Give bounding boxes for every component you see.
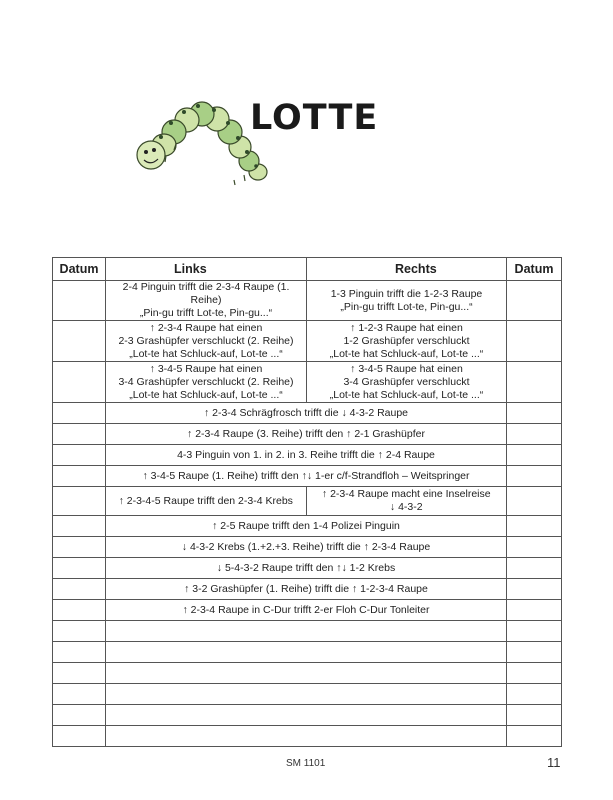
datum-cell[interactable] [53, 600, 106, 621]
datum-cell[interactable] [507, 487, 562, 516]
links-cell [106, 281, 307, 321]
page-number: 11 [547, 755, 561, 770]
table-row [53, 516, 562, 537]
cell-line: ↑ 3-4-5 Raupe hat einen [149, 362, 263, 375]
cell-line: „Lot-te hat Schluck-auf, Lot-te ...“ [329, 388, 484, 401]
exercise-cell[interactable] [106, 642, 507, 663]
table-row [53, 466, 562, 487]
rechts-cell [307, 281, 507, 321]
exercise-cell: 4-3 Pinguin von 1. in 2. in 3. Reihe trifft die ↑ 2-4 Raupe [106, 445, 507, 466]
datum-cell[interactable] [507, 362, 562, 403]
datum-cell[interactable] [507, 621, 562, 642]
cell-line: 1-2 Grashüpfer verschluckt [343, 334, 470, 347]
datum-cell[interactable] [507, 684, 562, 705]
cell-line: 3-4 Grashüpfer verschluckt (2. Reihe) [118, 375, 294, 388]
practice-table [52, 257, 562, 747]
exercise-cell: ↑ 2-5 Raupe trifft den 1-4 Polizei Pinguin [106, 516, 507, 537]
cell-line: ↑ 2-3-4-5 Raupe trifft den 2-3-4 Krebs [118, 494, 293, 507]
cell-line: ↑ 3-4-5 Raupe hat einen [350, 362, 463, 375]
exercise-cell[interactable] [106, 663, 507, 684]
cell-line: ↑ 2-3-4 Raupe macht eine Inselreise [321, 488, 491, 500]
datum-cell[interactable] [53, 403, 106, 424]
exercise-cell[interactable] [106, 705, 507, 726]
datum-cell[interactable] [53, 621, 106, 642]
exercise-cell[interactable] [106, 621, 507, 642]
exercise-pair [106, 487, 506, 515]
exercise-cell: ↑ 2-3-4 Schrägfrosch trifft die ↓ 4-3-2 Raupe [106, 403, 507, 424]
datum-cell[interactable] [53, 424, 106, 445]
datum-cell[interactable] [53, 642, 106, 663]
datum-cell[interactable] [53, 321, 106, 362]
datum-cell[interactable] [53, 726, 106, 747]
datum-cell[interactable] [53, 516, 106, 537]
table-row [53, 321, 562, 362]
cell-line: ↑ 2-3-4 Raupe hat einen [149, 321, 263, 334]
exercise-right [307, 487, 507, 515]
cell-line: 2-4 Pinguin trifft die 2-3-4 Raupe (1. Reihe) [122, 281, 290, 306]
footer-code: SM 1101 [286, 758, 326, 769]
exercise-cell: ↑ 3-4-5 Raupe (1. Reihe) trifft den ↑↓ 1-er c/f-Strandfloh – Weitspringer [106, 466, 507, 487]
cell-line: „Lot-te hat Schluck-auf, Lot-te ...“ [329, 347, 484, 360]
exercise-cell: ↑ 2-3-4 Raupe in C-Dur trifft 2-er Floh C-Dur Tonleiter [106, 600, 507, 621]
table-row [53, 281, 562, 321]
exercise-cell: ↑ 2-3-4 Raupe (3. Reihe) trifft den ↑ 2-1 Grashüpfer [106, 424, 507, 445]
cell-line: „Pin-gu trifft Lot-te, Pin-gu...“ [139, 307, 273, 319]
datum-cell[interactable] [507, 558, 562, 579]
datum-cell[interactable] [53, 663, 106, 684]
empty-row [53, 663, 562, 684]
table-row [53, 600, 562, 621]
datum-cell[interactable] [507, 705, 562, 726]
empty-row [53, 726, 562, 747]
datum-right-header: Datum [507, 258, 562, 281]
cell-line: 3-4 Grashüpfer verschluckt [343, 375, 470, 388]
datum-cell[interactable] [53, 466, 106, 487]
datum-cell[interactable] [507, 642, 562, 663]
datum-cell[interactable] [507, 466, 562, 487]
cell-line: „Lot-te hat Schluck-auf, Lot-te ...“ [129, 388, 283, 401]
exercise-cell[interactable] [106, 726, 507, 747]
datum-cell[interactable] [507, 403, 562, 424]
table-row [53, 445, 562, 466]
datum-cell[interactable] [507, 424, 562, 445]
datum-cell[interactable] [507, 726, 562, 747]
datum-cell[interactable] [507, 516, 562, 537]
exercise-cell: ↓ 5-4-3-2 Raupe trifft den ↑↓ 1-2 Krebs [106, 558, 507, 579]
datum-cell[interactable] [507, 537, 562, 558]
datum-cell[interactable] [53, 487, 106, 516]
datum-cell[interactable] [53, 705, 106, 726]
table-row [53, 403, 562, 424]
header-row [53, 258, 562, 281]
datum-cell[interactable] [507, 281, 562, 321]
datum-cell[interactable] [53, 684, 106, 705]
empty-row [53, 684, 562, 705]
table-row [53, 558, 562, 579]
rechts-header: Rechts [307, 258, 507, 281]
datum-cell[interactable] [53, 558, 106, 579]
cell-line: „Pin-gu trifft Lot-te, Pin-gu...“ [340, 300, 473, 313]
table-row [53, 537, 562, 558]
datum-left-header: Datum [53, 258, 106, 281]
datum-cell[interactable] [507, 321, 562, 362]
cell-line: „Lot-te hat Schluck-auf, Lot-te ...“ [129, 347, 283, 360]
cell-line: 2-3 Grashüpfer verschluckt (2. Reihe) [118, 334, 294, 347]
exercise-cell: ↑ 3-2 Grashüpfer (1. Reihe) trifft die ↑ 1-2-3-4 Raupe [106, 579, 507, 600]
datum-cell[interactable] [53, 537, 106, 558]
exercise-left [106, 487, 307, 515]
datum-cell[interactable] [507, 663, 562, 684]
datum-cell[interactable] [53, 362, 106, 403]
datum-cell[interactable] [53, 281, 106, 321]
exercise-pair-cell [106, 487, 507, 516]
datum-cell[interactable] [53, 579, 106, 600]
exercise-cell: ↓ 4-3-2 Krebs (1.+2.+3. Reihe) trifft die ↑ 2-3-4 Raupe [106, 537, 507, 558]
cell-line: ↓ 4-3-2 [389, 501, 423, 513]
datum-cell[interactable] [507, 600, 562, 621]
exercise-cell[interactable] [106, 684, 507, 705]
table-row [53, 487, 562, 516]
table-row [53, 362, 562, 403]
rechts-cell [307, 321, 507, 362]
empty-row [53, 705, 562, 726]
cell-line: 1-3 Pinguin trifft die 1-2-3 Raupe [330, 287, 483, 300]
links-header: Links [106, 258, 307, 281]
page-title: LOTTE [250, 98, 379, 138]
datum-cell[interactable] [53, 445, 106, 466]
datum-cell[interactable] [507, 579, 562, 600]
datum-cell[interactable] [507, 445, 562, 466]
links-cell [106, 362, 307, 403]
empty-row [53, 642, 562, 663]
links-cell [106, 321, 307, 362]
empty-row [53, 621, 562, 642]
cell-line: ↑ 1-2-3 Raupe hat einen [350, 321, 463, 334]
rechts-cell [307, 362, 507, 403]
table-row [53, 579, 562, 600]
table-row [53, 424, 562, 445]
